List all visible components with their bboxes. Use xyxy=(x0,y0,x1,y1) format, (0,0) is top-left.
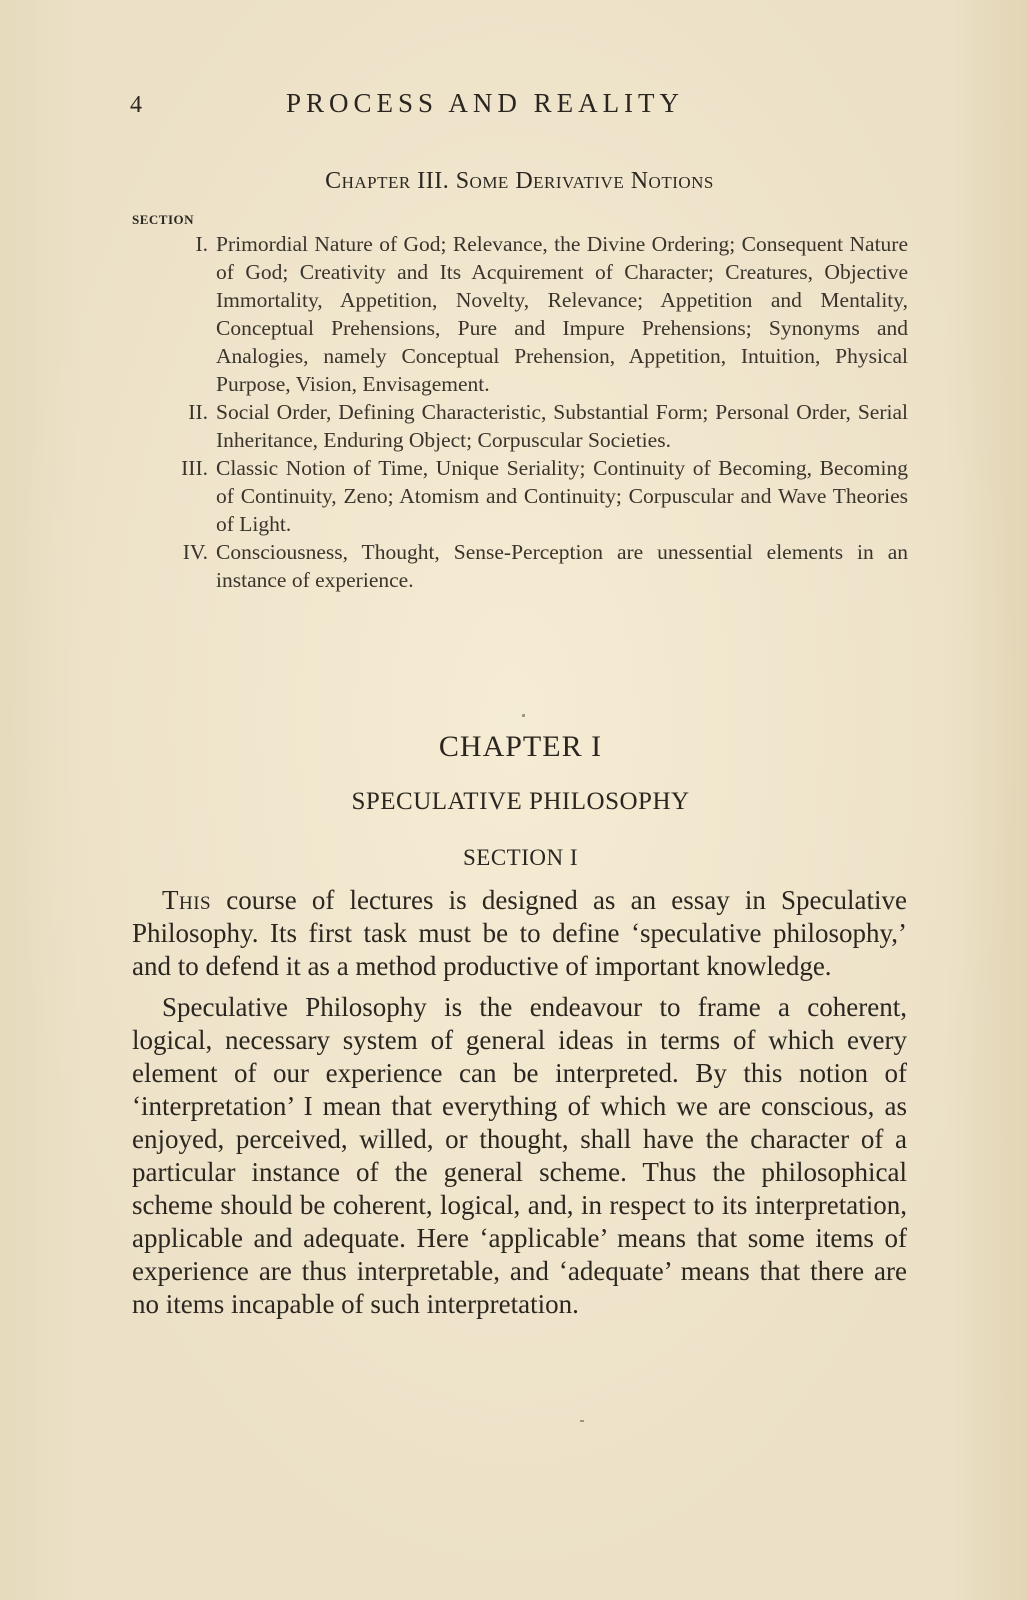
toc-item-numeral: IV. xyxy=(182,540,208,564)
chapter-subtitle: SPECULATIVE PHILOSOPHY xyxy=(351,788,690,815)
paragraph-1-text: course of lectures is designed as an essay in Speculative Philosophy. Its first task must be to define ‘speculative philosophy,’ and to defend it as a method productive of important knowledge. xyxy=(132,885,907,981)
chapter-heading: CHAPTER I xyxy=(438,730,603,763)
toc-item-4 xyxy=(130,538,908,594)
toc-chapter-title: Chapter III. Some Derivative Notions xyxy=(325,168,714,194)
toc-item-text: Social Order, Defining Characteristic, Substantial Form; Personal Order, Serial Inheritance, Enduring Object; Corpuscular Societies. xyxy=(216,400,908,452)
toc-item-1 xyxy=(130,230,908,398)
toc-item-numeral: I. xyxy=(195,232,208,256)
page-number: 4 xyxy=(130,92,143,118)
running-head xyxy=(130,86,910,126)
toc-item-2 xyxy=(130,398,908,454)
toc-section-label: SECTION xyxy=(132,212,195,227)
print-speck xyxy=(580,1420,584,1422)
body-text xyxy=(132,884,907,1329)
book-title: PROCESS AND REALITY xyxy=(286,88,685,118)
toc-item-text: Classic Notion of Time, Unique Seriality; Continuity of Becoming, Becoming of Continuity, Zeno; Atomism and Continuity; Corpuscular and Wave Theories of Light. xyxy=(216,456,908,536)
paragraph-lead-word: This xyxy=(162,885,212,915)
print-speck xyxy=(522,714,525,717)
toc-item-text: Primordial Nature of God; Relevance, the Divine Ordering; Consequent Nature of God; Creativity and Its Acquirement of Character; Creatures, Objective Immortality, Appetition, Novelty, Relevance; Appetition and Mentality, Conceptual Prehensions, Pure and Impure Prehensions; Synonyms and Analogies, namely Conceptual Prehension, Appetition, Intuition, Physical Purpose, Vision, Envisagement. xyxy=(216,232,908,396)
toc-list xyxy=(130,230,908,594)
toc-item-numeral: II. xyxy=(188,400,208,424)
paragraph-1 xyxy=(132,884,907,983)
toc-item-numeral: III. xyxy=(181,456,208,480)
paragraph-2: Speculative Philosophy is the endeavour to frame a coherent, logical, necessary system of general ideas in terms of which every element of our experience can be interpreted. By this notion of ‘interpretation’ I mean that everything of which we are conscious, as enjoyed, perceived, willed, or thought, shall have the character of a particular instance of the general scheme. Thus the philosophical scheme should be coherent, logical, and, in respect to its interpretation, applicable and adequate. Here ‘applicable’ means that some items of experience are thus interpretable, and ‘adequate’ means that there are no items incapable of such interpretation. xyxy=(132,992,907,1319)
section-heading: SECTION I xyxy=(462,845,579,870)
toc-item-text: Consciousness, Thought, Sense-Perception are unessential elements in an instance of experience. xyxy=(216,540,908,592)
toc-item-3 xyxy=(130,454,908,538)
